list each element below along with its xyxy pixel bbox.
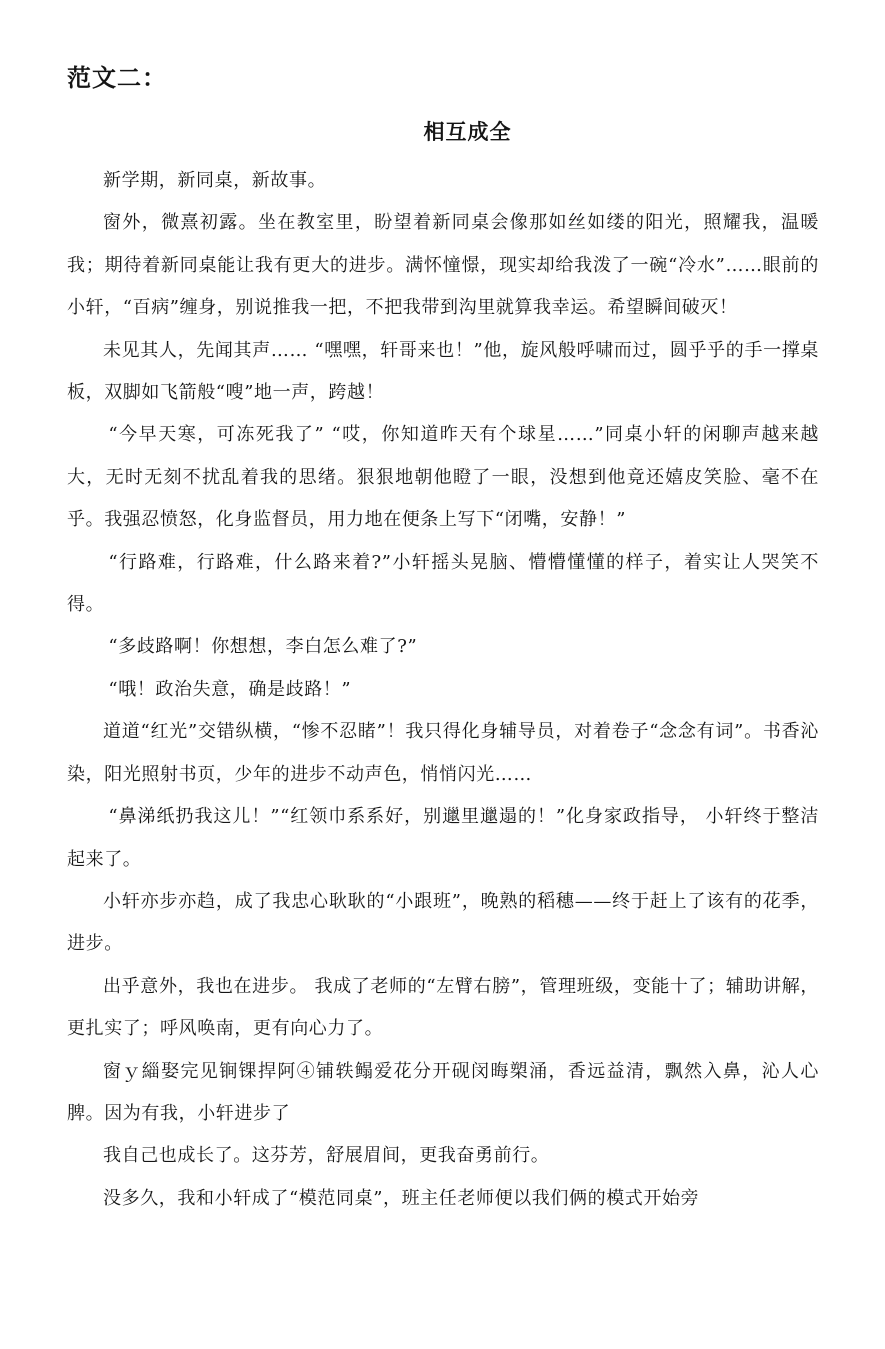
essay-label: 范文二： <box>67 64 167 92</box>
paragraph: 未见其人，先闻其声…… “嘿嘿，轩哥来也！”他，旋风般呼啸而过，圆乎乎的手一撑桌板，双脚如飞箭般“嗖”地一声，跨越！ <box>67 339 819 404</box>
paragraph: “鼻涕纸扔我这儿！”“红领巾系系好，别邋里邋遢的！”化身家政指导， 小轩终于整洁起来了。 <box>67 806 819 870</box>
paragraph: “哦！政治失意，确是歧路！” <box>108 678 352 700</box>
paragraph: 小轩亦步亦趋，成了我忠心耿耿的“小跟班”，晚熟的稻穗——终于赶上了该有的花季，进步。 <box>67 890 819 955</box>
paragraph: 窗外，微熹初露。坐在教室里，盼望着新同桌会像那如丝如缕的阳光，照耀我，温暖我；期待着新同桌能让我有更大的进步。满怀憧憬，现实却给我泼了一碗“冷水”……眼前的小轩，“百病”缠身，别说推我一把，不把我带到沟里就算我幸运。希望瞬间破灭！ <box>67 212 819 319</box>
paragraph: 窗ｙ緇娶完见锏锞捍阿④铺轶鳎爱花分开砚闵晦槊涌，香远益清，飘然入鼻，沁人心脾。因为有我，小轩进步了 <box>67 1060 819 1124</box>
paragraph: “多歧路啊！你想想，李白怎么难了?” <box>108 636 418 658</box>
paragraph: 新学期，新同桌，新故事。 <box>103 170 327 191</box>
paragraph: “今早天寒，可冻死我了” “哎，你知道昨天有个球星……”同桌小轩的闲聊声越来越大，无时无刻不扰乱着我的思绪。狠狠地朝他瞪了一眼，没想到他竟还嬉皮笑脸、毫不在乎。我强忍愤怒，化身监督员，用力地在便条上写下“闭嘴，安静！” <box>67 424 819 531</box>
paragraph: 没多久，我和小轩成了“模范同桌”，班主任老师便以我们俩的模式开始旁 <box>103 1187 700 1209</box>
paragraph: “行路难，行路难，什么路来着?”小轩摇头晃脑、懵懵懂懂的样子，着实让人哭笑不得。 <box>67 551 819 616</box>
paragraph: 道道“红光”交错纵横，“惨不忍睹”！我只得化身辅导员，对着卷子“念念有词”。书香沁染，阳光照射书页，少年的进步不动声色，悄悄闪光…… <box>67 721 819 785</box>
essay-title: 相互成全 <box>423 120 512 144</box>
paragraph: 出乎意外，我也在进步。 我成了老师的“左臂右膀”，管理班级，变能十了；辅助讲解，更扎实了；呼风唤南，更有向心力了。 <box>67 975 819 1040</box>
paragraph: 我自己也成长了。这芬芳，舒展眉间，更我奋勇前行。 <box>103 1145 550 1167</box>
essay-body <box>67 160 819 1220</box>
